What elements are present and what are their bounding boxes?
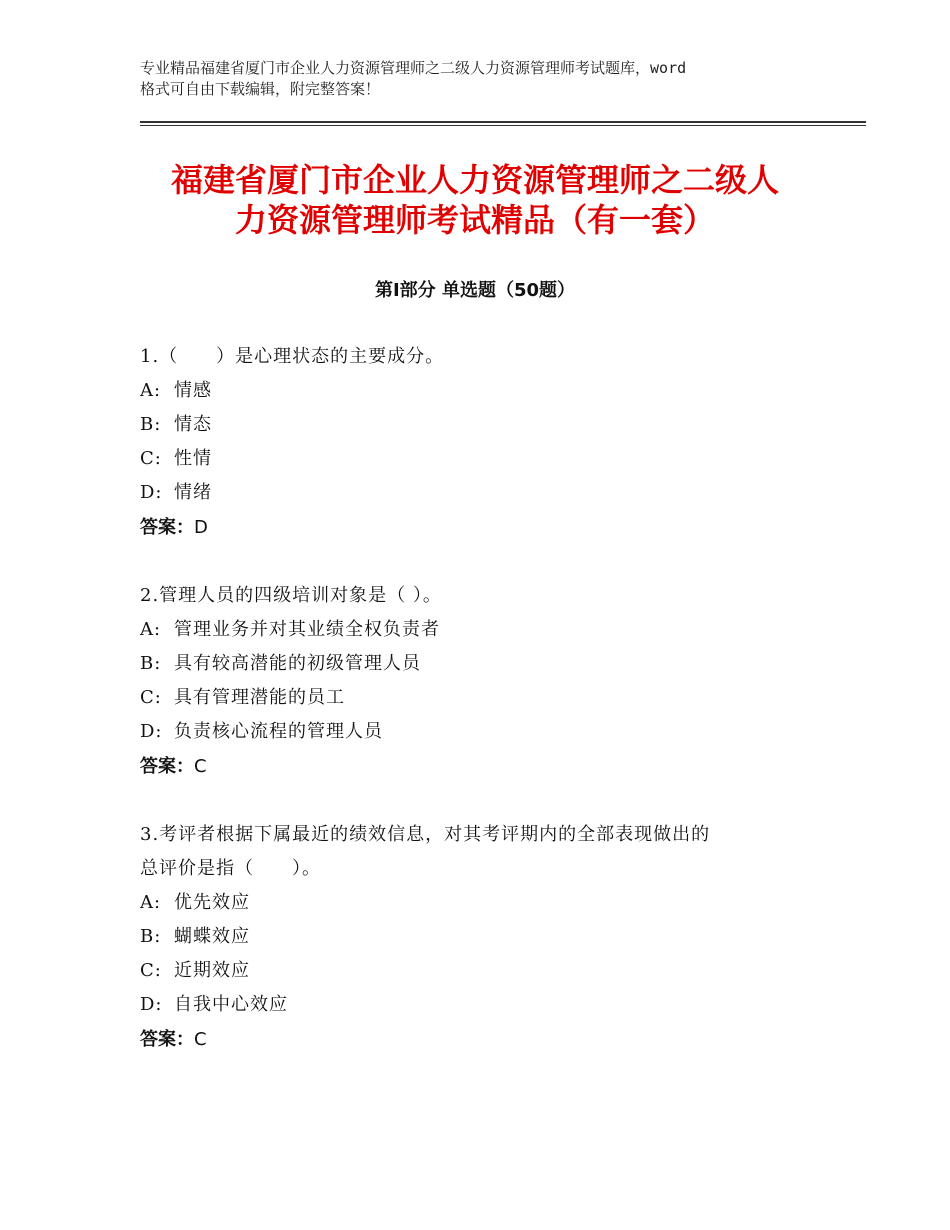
option-letter: C: <box>140 960 162 981</box>
answer-label: 答案： <box>140 1029 194 1050</box>
question-1-option-b <box>140 413 212 437</box>
option-letter: A: <box>140 619 162 640</box>
answer-value: D <box>194 517 208 538</box>
question-2-option-c <box>140 686 345 710</box>
header-note-line-2: 格式可自由下载编辑，附完整答案！ <box>140 80 381 98</box>
option-letter: B: <box>140 926 162 947</box>
option-text: 蝴蝶效应 <box>174 926 250 947</box>
document-title <box>110 160 840 240</box>
option-text: 近期效应 <box>174 960 250 981</box>
option-text: 管理业务并对其业绩全权负责者 <box>174 619 440 640</box>
answer-label: 答案： <box>140 517 194 538</box>
option-letter: C: <box>140 687 162 708</box>
header-note <box>140 58 820 100</box>
option-text: 具有管理潜能的员工 <box>174 687 345 708</box>
document-title-line-1: 福建省厦门市企业人力资源管理师之二级人 <box>170 161 779 199</box>
question-3-option-c <box>140 959 250 983</box>
option-letter: D: <box>140 721 163 742</box>
question-2-text: 2.管理人员的四级培训对象是（ ）。 <box>140 585 442 606</box>
header-divider-thick <box>140 121 866 123</box>
question-1-option-c <box>140 447 212 471</box>
question-1-text: 1.（ ）是心理状态的主要成分。 <box>140 346 445 367</box>
question-2-option-b <box>140 652 421 676</box>
option-text: 情感 <box>174 380 212 401</box>
option-letter: B: <box>140 414 162 435</box>
header-divider-thin <box>140 125 866 126</box>
option-text: 负责核心流程的管理人员 <box>174 721 383 742</box>
answer-value: C <box>194 756 207 777</box>
question-1-option-a <box>140 379 212 403</box>
section-title: 第Ⅰ部分 单选题（50题） <box>374 280 575 301</box>
option-text: 具有较高潜能的初级管理人员 <box>174 653 421 674</box>
question-3-option-b <box>140 925 250 949</box>
question-2-option-a <box>140 618 440 642</box>
option-letter: C: <box>140 448 162 469</box>
question-2-answer <box>140 755 207 779</box>
option-letter: A: <box>140 892 162 913</box>
question-1-answer <box>140 516 208 540</box>
option-letter: D: <box>140 482 163 503</box>
option-text: 自我中心效应 <box>174 994 288 1015</box>
option-letter: D: <box>140 994 163 1015</box>
question-1-option-d <box>140 481 212 505</box>
header-note-line-1: 专业精品福建省厦门市企业人力资源管理师之二级人力资源管理师考试题库，word <box>140 59 687 77</box>
question-3-option-d <box>140 993 288 1017</box>
answer-label: 答案： <box>140 756 194 777</box>
question-3-option-a <box>140 891 250 915</box>
option-text: 情绪 <box>174 482 212 503</box>
question-3-answer <box>140 1028 207 1052</box>
option-letter: B: <box>140 653 162 674</box>
answer-value: C <box>194 1029 207 1050</box>
option-text: 优先效应 <box>174 892 250 913</box>
document-title-line-2: 力资源管理师考试精品（有一套） <box>234 201 715 239</box>
option-text: 性情 <box>174 448 212 469</box>
question-3-text-line-1: 3.考评者根据下属最近的绩效信息，对其考评期内的全部表现做出的 <box>140 824 711 845</box>
option-letter: A: <box>140 380 162 401</box>
question-3-text-line-2: 总评价是指（ ）。 <box>140 858 321 879</box>
option-text: 情态 <box>174 414 212 435</box>
question-2-option-d <box>140 720 383 744</box>
